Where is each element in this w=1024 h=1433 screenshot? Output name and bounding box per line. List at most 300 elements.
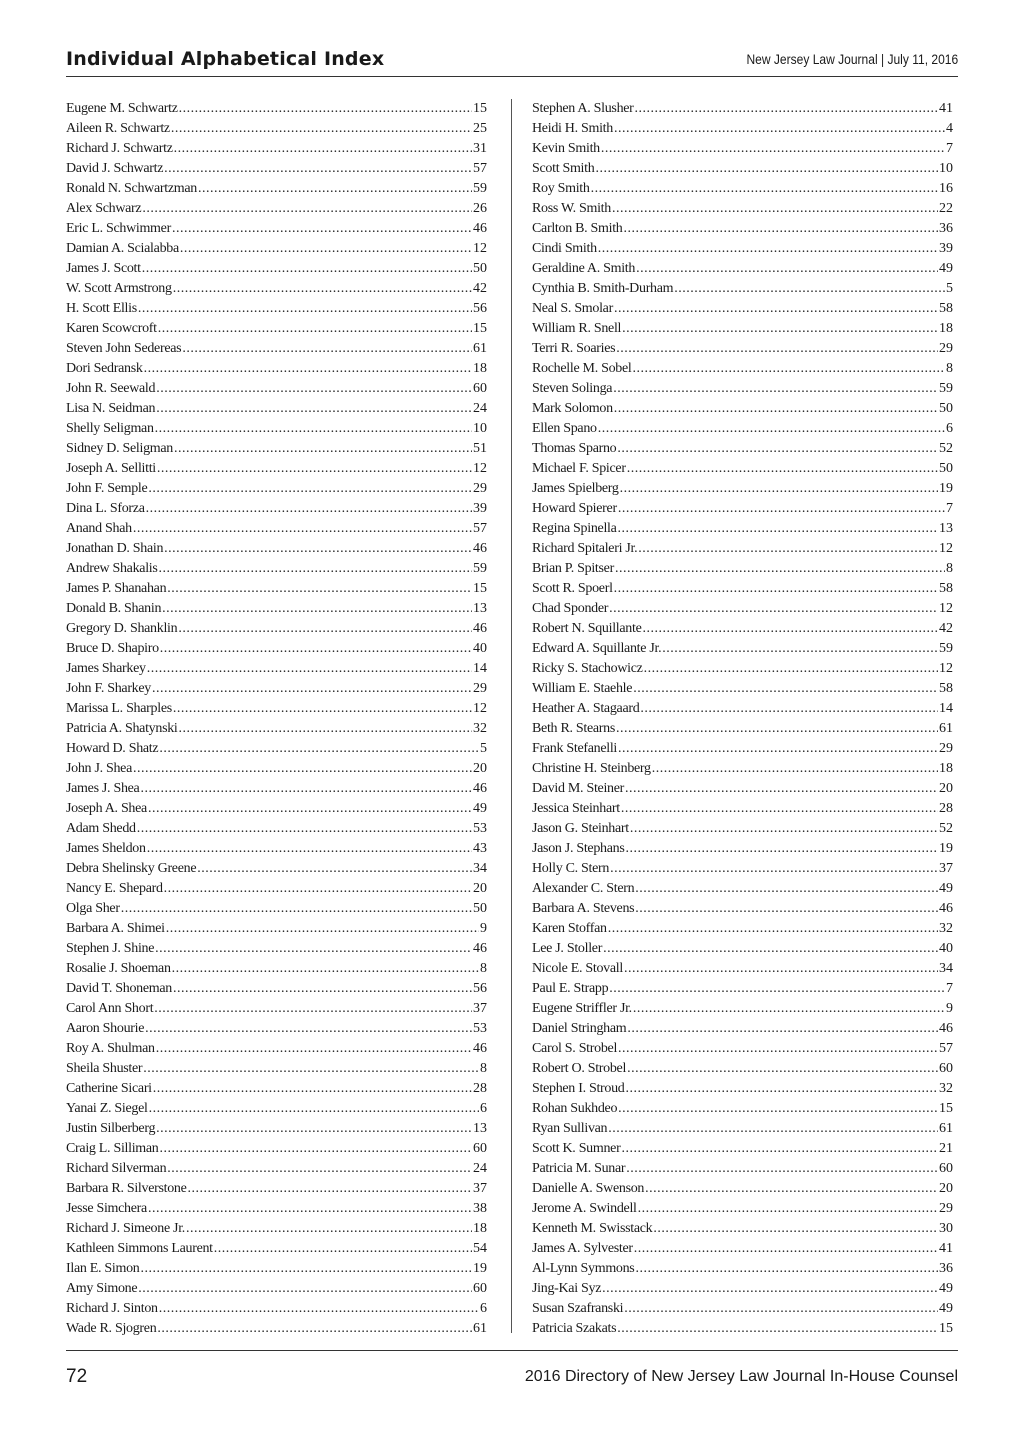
- entry-page: 22: [939, 201, 953, 216]
- entry-page: 57: [939, 1041, 953, 1056]
- entry-page: 42: [939, 621, 953, 636]
- index-entry: [532, 1059, 953, 1079]
- dot-leader: [140, 1259, 472, 1279]
- entry-page: 46: [473, 541, 487, 556]
- dot-leader: [146, 499, 472, 519]
- dot-leader: [156, 1119, 472, 1139]
- entry-page: 41: [939, 1241, 953, 1256]
- index-entry: [532, 859, 953, 879]
- index-entry: [66, 1039, 487, 1059]
- dot-leader: [634, 1239, 938, 1259]
- entry-page: 29: [939, 341, 953, 356]
- index-entry: [532, 379, 953, 399]
- entry-name: Damian A. Scialabba: [66, 241, 179, 256]
- dot-leader: [157, 459, 472, 479]
- entry-page: 28: [473, 1081, 487, 1096]
- index-entry: [532, 319, 953, 339]
- entry-name: Scott K. Sumner: [532, 1141, 621, 1156]
- entry-page: 46: [473, 941, 487, 956]
- dot-leader: [164, 879, 472, 899]
- dot-leader: [616, 719, 938, 739]
- entry-page: 12: [473, 701, 487, 716]
- index-entry: [66, 939, 487, 959]
- index-entry: [66, 699, 487, 719]
- dot-leader: [171, 119, 472, 139]
- entry-name: Kevin Smith: [532, 141, 600, 156]
- entry-page: 49: [473, 801, 487, 816]
- entry-page: 29: [939, 1201, 953, 1216]
- index-entry: [532, 219, 953, 239]
- entry-name: Heidi H. Smith: [532, 121, 613, 136]
- entry-name: Cindi Smith: [532, 241, 597, 256]
- entry-page: 61: [939, 721, 953, 736]
- dot-leader: [598, 239, 938, 259]
- dot-leader: [149, 1099, 479, 1119]
- index-entry: [532, 239, 953, 259]
- index-entry: [66, 579, 487, 599]
- entry-page: 37: [473, 1001, 487, 1016]
- entry-name: Beth R. Stearns: [532, 721, 615, 736]
- entry-name: James J. Scott: [66, 261, 141, 276]
- entry-name: Robert O. Strobel: [532, 1061, 627, 1076]
- entry-page: 15: [473, 321, 487, 336]
- entry-name: Ryan Sullivan: [532, 1121, 608, 1136]
- entry-name: William R. Snell: [532, 321, 622, 336]
- entry-page: 37: [473, 1181, 487, 1196]
- entry-page: 49: [939, 261, 953, 276]
- index-entry: [66, 499, 487, 519]
- dot-leader: [148, 1199, 472, 1219]
- index-entry: [66, 1079, 487, 1099]
- dot-leader: [617, 439, 938, 459]
- index-entry: [532, 199, 953, 219]
- entry-name: Joseph A. Shea: [66, 801, 147, 816]
- entry-page: 18: [939, 761, 953, 776]
- entry-name: Sidney D. Seligman: [66, 441, 173, 456]
- entry-page: 7: [946, 501, 953, 516]
- dot-leader: [638, 1199, 938, 1219]
- dot-leader: [159, 739, 479, 759]
- entry-name: Rochelle M. Sobel: [532, 361, 632, 376]
- dot-leader: [156, 399, 472, 419]
- dot-leader: [618, 739, 938, 759]
- entry-name: Paul E. Strapp: [532, 981, 609, 996]
- dot-leader: [121, 899, 472, 919]
- index-entry: [66, 1179, 487, 1199]
- index-entry: [532, 259, 953, 279]
- index-entry: [66, 439, 487, 459]
- dot-leader: [618, 1039, 938, 1059]
- dot-leader: [159, 1299, 479, 1319]
- entry-name: John F. Sharkey: [66, 681, 151, 696]
- index-entry: [66, 759, 487, 779]
- dot-leader: [618, 1099, 938, 1119]
- entry-name: Steven Solinga: [532, 381, 613, 396]
- index-entry: [532, 879, 953, 899]
- index-entry: [532, 719, 953, 739]
- index-entry: [532, 499, 953, 519]
- dot-leader: [180, 239, 472, 259]
- dot-leader: [615, 559, 945, 579]
- index-entry: [66, 279, 487, 299]
- dot-leader: [164, 539, 472, 559]
- dot-leader: [633, 679, 938, 699]
- entry-page: 15: [939, 1321, 953, 1336]
- index-entry: [66, 879, 487, 899]
- index-entry: [532, 559, 953, 579]
- dot-leader: [614, 119, 945, 139]
- entry-name: Scott R. Spoerl: [532, 581, 613, 596]
- left-index-column: [66, 99, 487, 1339]
- dot-leader: [602, 1279, 938, 1299]
- dot-leader: [603, 939, 938, 959]
- entry-name: James A. Sylvester: [532, 1241, 633, 1256]
- dot-leader: [188, 1179, 472, 1199]
- entry-page: 51: [473, 441, 487, 456]
- entry-page: 15: [473, 581, 487, 596]
- entry-name: Gregory D. Shanklin: [66, 621, 178, 636]
- dot-leader: [645, 1179, 938, 1199]
- dot-leader: [626, 1159, 938, 1179]
- entry-name: James Sheldon: [66, 841, 146, 856]
- entry-name: John F. Semple: [66, 481, 148, 496]
- entry-name: Terri R. Soaries: [532, 341, 616, 356]
- entry-page: 61: [939, 1121, 953, 1136]
- index-entry: [532, 1039, 953, 1059]
- dot-leader: [591, 179, 938, 199]
- index-entry: [66, 479, 487, 499]
- dot-leader: [635, 99, 938, 119]
- dot-leader: [635, 879, 938, 899]
- index-entry: [532, 1139, 953, 1159]
- entry-page: 50: [939, 401, 953, 416]
- index-entry: [532, 159, 953, 179]
- index-entry: [532, 479, 953, 499]
- entry-name: Daniel Stringham: [532, 1021, 627, 1036]
- entry-page: 10: [473, 421, 487, 436]
- dot-leader: [138, 1279, 472, 1299]
- entry-name: Patricia Szakats: [532, 1321, 617, 1336]
- index-entry: [66, 1319, 487, 1339]
- index-entry: [66, 1299, 487, 1319]
- dot-leader: [174, 139, 472, 159]
- entry-page: 6: [946, 421, 953, 436]
- dot-leader: [638, 539, 938, 559]
- dot-leader: [172, 219, 472, 239]
- index-entry: [532, 679, 953, 699]
- dot-leader: [133, 519, 472, 539]
- index-entry: [66, 799, 487, 819]
- index-entry: [532, 279, 953, 299]
- entry-page: 12: [939, 661, 953, 676]
- entry-page: 38: [473, 1201, 487, 1216]
- entry-page: 46: [939, 901, 953, 916]
- index-entry: [66, 119, 487, 139]
- entry-page: 18: [939, 321, 953, 336]
- dot-leader: [674, 279, 945, 299]
- dot-leader: [653, 1219, 938, 1239]
- entry-name: Barbara R. Silverstone: [66, 1181, 187, 1196]
- dot-leader: [635, 899, 938, 919]
- entry-name: Christine H. Steinberg: [532, 761, 651, 776]
- entry-name: James P. Shanahan: [66, 581, 167, 596]
- entry-name: Howard D. Shatz: [66, 741, 159, 756]
- entry-name: Richard J. Simeone Jr.: [66, 1221, 185, 1236]
- index-entry: [532, 1179, 953, 1199]
- dot-leader: [627, 1059, 938, 1079]
- entry-name: Justin Silberberg: [66, 1121, 156, 1136]
- entry-name: Patricia A. Shatynski: [66, 721, 178, 736]
- entry-page: 46: [473, 1041, 487, 1056]
- entry-name: Barbara A. Stevens: [532, 901, 635, 916]
- entry-page: 37: [939, 861, 953, 876]
- entry-name: Brian P. Spitser: [532, 561, 614, 576]
- entry-name: H. Scott Ellis: [66, 301, 137, 316]
- entry-page: 39: [473, 501, 487, 516]
- entry-name: Sheila Shuster: [66, 1061, 143, 1076]
- dot-leader: [133, 759, 472, 779]
- dot-leader: [148, 799, 472, 819]
- index-entry: [532, 179, 953, 199]
- entry-name: Catherine Sicari: [66, 1081, 152, 1096]
- entry-page: 56: [473, 981, 487, 996]
- dot-leader: [148, 479, 472, 499]
- entry-name: Stephen I. Stroud: [532, 1081, 625, 1096]
- index-entry: [532, 1079, 953, 1099]
- entry-name: Yanai Z. Siegel: [66, 1101, 148, 1116]
- entry-name: W. Scott Armstrong: [66, 281, 172, 296]
- index-entry: [532, 599, 953, 619]
- dot-leader: [601, 139, 945, 159]
- entry-name: Jason J. Stephans: [532, 841, 625, 856]
- index-entry: [532, 939, 953, 959]
- dot-leader: [197, 859, 472, 879]
- dot-leader: [626, 839, 938, 859]
- entry-page: 50: [473, 901, 487, 916]
- dot-leader: [644, 659, 938, 679]
- index-entry: [66, 519, 487, 539]
- entry-name: Edward A. Squillante Jr.: [532, 641, 662, 656]
- entry-name: Heather A. Stagaard: [532, 701, 640, 716]
- entry-name: Patricia M. Sunar: [532, 1161, 626, 1176]
- entry-name: Neal S. Smolar: [532, 301, 613, 316]
- index-entry: [66, 99, 487, 119]
- index-entry: [66, 1159, 487, 1179]
- entry-name: Nicole E. Stovall: [532, 961, 623, 976]
- entry-page: 46: [473, 221, 487, 236]
- entry-name: Kathleen Simmons Laurent: [66, 1241, 213, 1256]
- dot-leader: [608, 1119, 938, 1139]
- index-entry: [66, 679, 487, 699]
- entry-page: 8: [946, 561, 953, 576]
- entry-name: Aileen R. Schwartz: [66, 121, 170, 136]
- entry-name: Stephen J. Shine: [66, 941, 155, 956]
- dot-leader: [147, 659, 472, 679]
- entry-name: Carol S. Strobel: [532, 1041, 618, 1056]
- index-entry: [532, 919, 953, 939]
- entry-page: 10: [939, 161, 953, 176]
- dot-leader: [633, 999, 945, 1019]
- entry-page: 59: [473, 181, 487, 196]
- index-entry: [66, 839, 487, 859]
- entry-name: Lisa N. Seidman: [66, 401, 156, 416]
- index-entry: [532, 759, 953, 779]
- dot-leader: [618, 499, 945, 519]
- entry-page: 20: [473, 881, 487, 896]
- entry-name: Jason G. Steinhart: [532, 821, 629, 836]
- entry-page: 50: [473, 261, 487, 276]
- index-entry: [532, 799, 953, 819]
- entry-page: 8: [480, 961, 487, 976]
- entry-name: Scott Smith: [532, 161, 595, 176]
- entry-name: David T. Shoneman: [66, 981, 172, 996]
- dot-leader: [152, 679, 472, 699]
- entry-name: Alex Schwarz: [66, 201, 142, 216]
- dot-leader: [156, 1039, 472, 1059]
- entry-name: Wade R. Sjogren: [66, 1321, 157, 1336]
- dot-leader: [608, 919, 938, 939]
- index-entry: [66, 999, 487, 1019]
- dot-leader: [145, 1019, 472, 1039]
- entry-page: 4: [946, 121, 953, 136]
- entry-name: Richard Silverman: [66, 1161, 167, 1176]
- dot-leader: [617, 1319, 938, 1339]
- dot-leader: [198, 179, 472, 199]
- entry-name: Alexander C. Stern: [532, 881, 635, 896]
- dot-leader: [173, 279, 472, 299]
- entry-page: 32: [473, 721, 487, 736]
- index-entry: [532, 399, 953, 419]
- entry-page: 59: [939, 641, 953, 656]
- dot-leader: [144, 359, 472, 379]
- entry-name: Karen Scowcroft: [66, 321, 157, 336]
- entry-page: 57: [473, 161, 487, 176]
- entry-name: Ellen Spano: [532, 421, 597, 436]
- entry-name: Richard Spitaleri Jr.: [532, 541, 638, 556]
- page-header: [66, 48, 958, 74]
- entry-name: Carlton B. Smith: [532, 221, 623, 236]
- index-entry: [532, 1239, 953, 1259]
- dot-leader: [636, 259, 938, 279]
- index-entry: [532, 1319, 953, 1339]
- index-entry: [66, 859, 487, 879]
- index-entry: [66, 639, 487, 659]
- dot-leader: [179, 99, 472, 119]
- dot-leader: [618, 519, 938, 539]
- dot-leader: [598, 419, 945, 439]
- entry-name: Roy A. Shulman: [66, 1041, 155, 1056]
- entry-page: 20: [939, 1181, 953, 1196]
- index-entry: [532, 1279, 953, 1299]
- entry-name: John J. Shea: [66, 761, 133, 776]
- index-entry: [66, 1059, 487, 1079]
- index-entry: [532, 1199, 953, 1219]
- entry-name: Cynthia B. Smith-Durham: [532, 281, 674, 296]
- dot-leader: [142, 199, 472, 219]
- dot-leader: [626, 1079, 938, 1099]
- entry-page: 24: [473, 1161, 487, 1176]
- entry-page: 29: [473, 481, 487, 496]
- index-entry: [66, 1199, 487, 1219]
- index-entry: [66, 219, 487, 239]
- index-entry: [532, 1159, 953, 1179]
- entry-name: Steven John Sedereas: [66, 341, 182, 356]
- entry-name: Chad Sponder: [532, 601, 609, 616]
- dot-leader: [214, 1239, 472, 1259]
- entry-name: Richard J. Sinton: [66, 1301, 158, 1316]
- entry-name: Anand Shah: [66, 521, 132, 536]
- index-entry: [66, 619, 487, 639]
- index-entry: [532, 459, 953, 479]
- index-entry: [66, 199, 487, 219]
- dot-leader: [609, 979, 945, 999]
- entry-page: 59: [939, 381, 953, 396]
- dot-leader: [173, 699, 472, 719]
- dot-leader: [616, 339, 938, 359]
- entry-name: James Sharkey: [66, 661, 146, 676]
- entry-name: Joseph A. Sellitti: [66, 461, 156, 476]
- entry-name: Rosalie J. Shoeman: [66, 961, 171, 976]
- entry-page: 12: [939, 601, 953, 616]
- entry-page: 40: [473, 641, 487, 656]
- entry-name: Karen Stoffan: [532, 921, 607, 936]
- index-entry: [66, 359, 487, 379]
- dot-leader: [622, 319, 938, 339]
- entry-page: 13: [473, 1121, 487, 1136]
- index-entry: [532, 539, 953, 559]
- dot-leader: [633, 359, 946, 379]
- index-entry: [66, 1139, 487, 1159]
- entry-page: 12: [939, 541, 953, 556]
- index-entry: [66, 419, 487, 439]
- index-entry: [532, 1219, 953, 1239]
- dot-leader: [662, 639, 938, 659]
- dot-leader: [625, 779, 938, 799]
- entry-name: James J. Shea: [66, 781, 140, 796]
- dot-leader: [624, 1299, 938, 1319]
- index-entry: [66, 1279, 487, 1299]
- index-entry: [66, 1019, 487, 1039]
- index-entry: [66, 339, 487, 359]
- dot-leader: [624, 219, 939, 239]
- entry-page: 60: [473, 1281, 487, 1296]
- dot-leader: [164, 159, 472, 179]
- entry-page: 50: [939, 461, 953, 476]
- entry-name: Geraldine A. Smith: [532, 261, 636, 276]
- dot-leader: [142, 259, 472, 279]
- dot-leader: [627, 1019, 938, 1039]
- index-entry: [532, 359, 953, 379]
- index-entry: [532, 339, 953, 359]
- entry-page: 49: [939, 1281, 953, 1296]
- index-entry: [66, 399, 487, 419]
- index-entry: [66, 1219, 487, 1239]
- index-entry: [66, 1119, 487, 1139]
- footer-rule: [66, 1350, 958, 1351]
- entry-name: Danielle A. Swenson: [532, 1181, 645, 1196]
- entry-page: 5: [480, 741, 487, 756]
- index-entry: [66, 459, 487, 479]
- entry-page: 26: [473, 201, 487, 216]
- index-entry: [66, 1259, 487, 1279]
- entry-page: 52: [939, 441, 953, 456]
- entry-page: 29: [939, 741, 953, 756]
- entry-page: 13: [473, 601, 487, 616]
- index-entry: [66, 259, 487, 279]
- index-entry: [532, 699, 953, 719]
- entry-page: 60: [939, 1161, 953, 1176]
- dot-leader: [166, 919, 479, 939]
